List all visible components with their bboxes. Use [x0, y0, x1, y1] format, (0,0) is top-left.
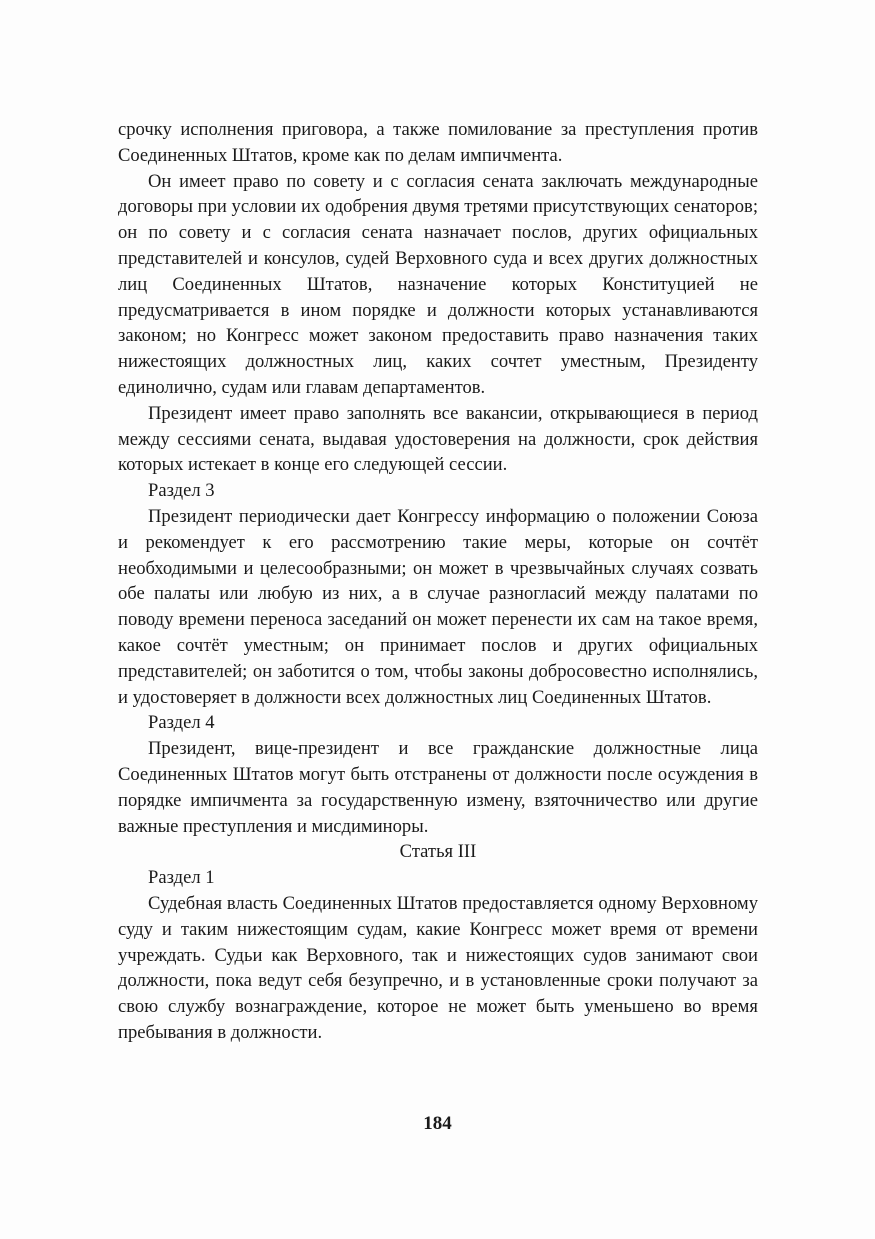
paragraph-continuation: срочку исполнения приговора, а также помилование за преступления против Соединенных Штатов, кроме как по делам импичмента.: [118, 119, 758, 166]
paragraph-vacancies: Президент имеет право заполнять все вакансии, открывающиеся в период между сессиями сената, выдавая удостоверения на должности, срок действия которых истекает в конце его следующей сессии.: [118, 402, 758, 476]
paragraph-impeachment: Президент, вице-президент и все гражданские должностные лица Соединенных Штатов могут быть отстранены от должности после осуждения в порядке импичмента за государственную измену, взяточничество или другие важные преступления и мисдиминоры.: [118, 738, 758, 837]
paragraph-treaties-appointments: Он имеет право по совету и с согласия сената заключать международные договоры при условии их одобрения двумя третями присутствующих сенаторов; он по совету и с согласия сената назначает послов, других официальных представителей и консулов, судей Верховного суда и всех других должностных лиц Соединенных Штатов, назначение которых Конституцией не предусматривается в ином порядке и должности которых устанавливаются законом; но Конгресс может законом предоставить право назначения таких нижестоящих должностных лиц, каких сочтет уместным, Президенту единолично, судам или главам департаментов.: [118, 170, 758, 398]
section-heading-1: Раздел 1: [148, 867, 215, 889]
article-heading-3: Статья III: [399, 841, 477, 863]
paragraph-judicial-power: Судебная власть Соединенных Штатов предоставляется одному Верховному суду и таким нижестоящим судам, какие Конгресс может время от времени учреждать. Судьи как Верховного, так и нижестоящих судов занимают свои должности, пока ведут себя безупречно, и в установленные сроки получают за свою службу вознаграждение, которое не может быть уменьшено во время пребывания в должности.: [118, 892, 758, 1043]
section-heading-3: Раздел 3: [148, 480, 215, 502]
section-heading-4: Раздел 4: [148, 712, 215, 734]
paragraph-state-of-union: Президент периодически дает Конгрессу информацию о положении Союза и рекомендует к его рассмотрению такие меры, которые он сочтёт необходимыми и целесообразными; он может в чрезвычайных случаях созвать обе палаты или любую из них, а в случае разногласий между палатами по поводу времени переноса заседаний он может перенести их сам на такое время, какое сочтёт уместным; он принимает послов и других официальных представителей; он заботится о том, чтобы законы добросовестно исполнялись, и удостоверяет в должности всех должностных лиц Соединенных Штатов.: [118, 505, 758, 708]
page-number: 184: [423, 1113, 452, 1134]
body-text: [118, 117, 758, 1046]
